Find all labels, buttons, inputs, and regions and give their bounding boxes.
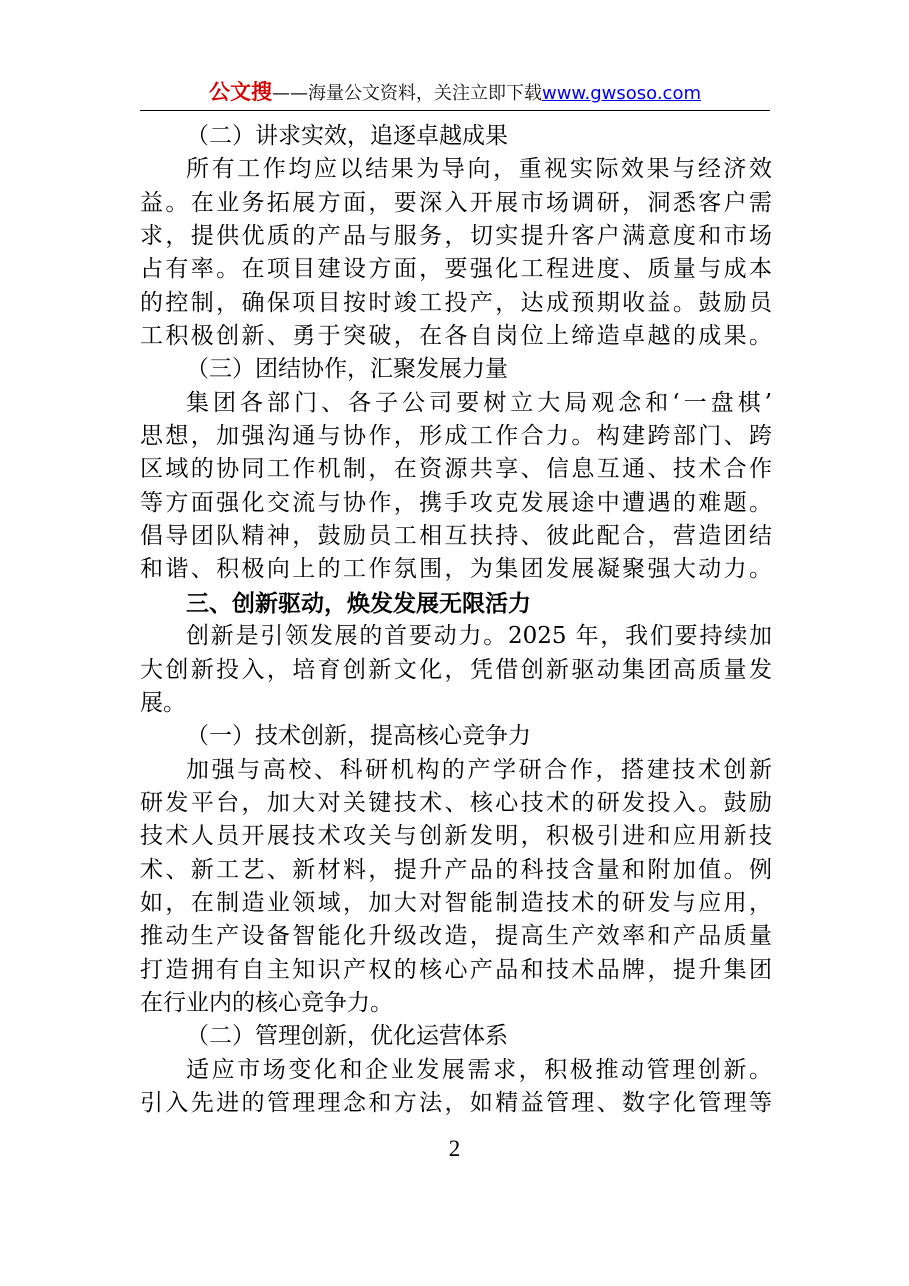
body-line: 占有率。在项目建设方面，要强化工程进度、质量与成本 (140, 256, 772, 283)
body-line: 区域的协同工作机制，在资源共享、信息互通、技术合作 (140, 456, 772, 483)
brand-name: 公文搜 (208, 80, 272, 104)
header-tagline: ——海量公文资料，关注立即下载 (271, 83, 542, 104)
body-line: 研发平台，加大对关键技术、核心技术的研发投入。鼓励 (140, 789, 772, 816)
body-line: 思想，加强沟通与协作，形成工作合力。构建跨部门、跨 (140, 423, 772, 450)
body-line: 求，提供优质的产品与服务，切实提升客户满意度和市场 (140, 223, 772, 250)
body-line: 引入先进的管理理念和方法，如精益管理、数字化管理等 (140, 1089, 772, 1116)
paragraph-first-line: 加强与高校、科研机构的产学研合作，搭建技术创新 (186, 756, 772, 783)
body-line: 打造拥有自主知识产权的核心产品和技术品牌，提升集团 (140, 956, 772, 983)
paragraph-last-line: 展。 (140, 689, 186, 716)
body-line: 如，在制造业领域，加大对智能制造技术的研发与应用， (140, 889, 772, 916)
body-line: 等方面强化交流与协作，携手攻克发展途中遭遇的难题。 (140, 489, 772, 516)
paragraph-last-line: 在行业内的核心竞争力。 (140, 989, 393, 1016)
body-line: 技术人员开展技术攻关与创新发明，积极引进和应用新技 (140, 823, 772, 850)
section-heading: （三）团结协作，汇聚发展力量 (186, 356, 508, 383)
section-heading: （二）管理创新，优化运营体系 (186, 1023, 508, 1050)
body-line: 益。在业务拓展方面，要深入开展市场调研，洞悉客户需 (140, 189, 772, 216)
paragraph-first-line: 创新是引领发展的首要动力。2025 年，我们要持续加 (186, 623, 772, 650)
body-line: 倡导团队精神，鼓励员工相互扶持、彼此配合，营造团结 (140, 523, 772, 550)
document-body (140, 120, 772, 1120)
paragraph-first-line: 所有工作均应以结果为导向，重视实际效果与经济效 (186, 156, 772, 183)
document-header (140, 78, 770, 111)
paragraph-first-line: 集团各部门、各子公司要树立大局观念和‘一盘棋’ (186, 389, 772, 416)
body-line: 推动生产设备智能化升级改造，提高生产效率和产品质量 (140, 923, 772, 950)
body-line: 工积极创新、勇于突破，在各自岗位上缔造卓越的成果。 (140, 323, 772, 350)
chapter-heading: 三、创新驱动，焕发发展无限活力 (186, 589, 531, 617)
website-link[interactable]: www.gwsoso.com (541, 83, 701, 104)
section-heading: （一）技术创新，提高核心竞争力 (186, 723, 531, 750)
body-line: 和谐、积极向上的工作氛围，为集团发展凝聚强大动力。 (140, 556, 772, 583)
body-line: 大创新投入，培育创新文化，凭借创新驱动集团高质量发 (140, 656, 772, 683)
body-line: 的控制，确保项目按时竣工投产，达成预期收益。鼓励员 (140, 289, 772, 316)
section-heading: （二）讲求实效，追逐卓越成果 (186, 123, 508, 149)
body-line: 术、新工艺、新材料，提升产品的科技含量和附加值。例 (140, 856, 772, 883)
paragraph-first-line: 适应市场变化和企业发展需求，积极推动管理创新。 (186, 1056, 772, 1083)
page-number: 2 (448, 1136, 461, 1161)
